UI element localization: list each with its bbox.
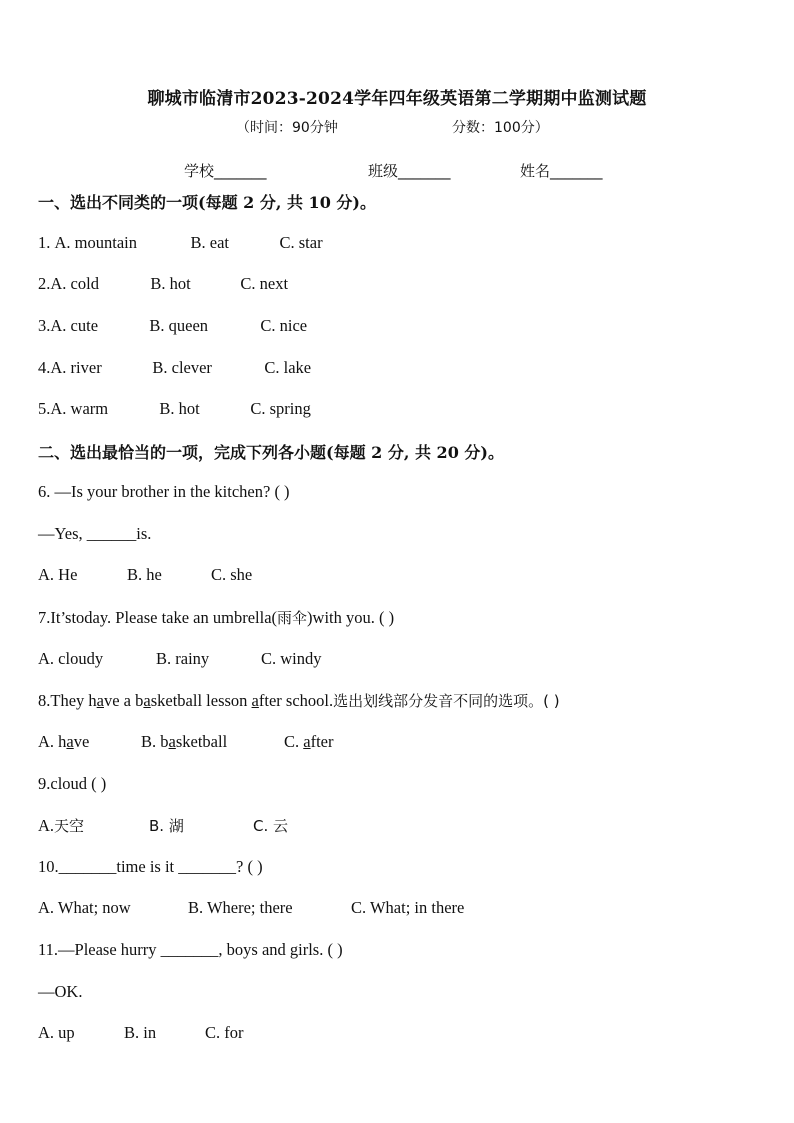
question-4 (38, 358, 311, 378)
question-8-options (38, 732, 334, 752)
question-number: 5. (38, 399, 51, 418)
option-a: A. cute (50, 316, 99, 335)
question-9-options (38, 815, 288, 836)
option-c: C. 云 (253, 817, 289, 835)
page-title: 聊城市临清市2023-2024学年四年级英语第二学期期中监测试题 (147, 89, 647, 109)
option-c: C. for (205, 1023, 244, 1042)
option-a: A. up (38, 1023, 75, 1042)
question-6-options (38, 565, 252, 585)
question-10-stem: 10._______time is it _______? ( ) (38, 857, 263, 876)
option-c: C. next (240, 274, 289, 293)
option-b: B. hot (159, 399, 200, 418)
section-heading-1: 一、选出不同类的一项(每题 2 分, 共 10 分)。 (38, 193, 376, 212)
option-c: C. lake (264, 358, 312, 377)
question-7-stem: 7.It’stoday. Please take an umbrella(雨伞)with you. ( ) (38, 608, 395, 627)
question-11-options (38, 1023, 244, 1043)
option-a: A. What; now (38, 898, 131, 917)
option-b: B. basketball (141, 732, 228, 751)
question-11-stem: 11.—Please hurry _______, boys and girls. ( ) (38, 940, 343, 959)
option-b: B. Where; there (188, 898, 293, 917)
option-c: C. spring (250, 399, 311, 418)
question-number: 1. (38, 233, 55, 252)
option-c: C. windy (261, 649, 322, 668)
class-field: 班级_______ (368, 162, 451, 180)
option-b: B. queen (149, 316, 209, 335)
question-2 (38, 274, 288, 294)
option-a: A. warm (50, 399, 109, 418)
option-b: B. he (127, 565, 162, 584)
option-a: A. cloudy (38, 649, 104, 668)
question-8-stem: 8.They have a basketball lesson after school.选出划线部分发音不同的选项。( ) (38, 691, 560, 710)
option-a: A. He (38, 565, 78, 584)
option-c: C. after (284, 732, 334, 751)
option-b: B. hot (150, 274, 191, 293)
option-a: A. cold (50, 274, 99, 293)
option-b: B. eat (190, 233, 229, 252)
question-7-options (38, 649, 322, 669)
option-a: A. mountain (54, 233, 137, 252)
question-10-options (38, 898, 464, 918)
section-heading-2: 二、选出最恰当的一项，完成下列各小题(每题 2 分, 共 20 分)。 (38, 443, 504, 462)
option-b: B. 湖 (149, 817, 184, 835)
option-b: B. in (124, 1023, 157, 1042)
question-5 (38, 399, 311, 419)
question-1 (38, 233, 323, 253)
exam-time: （时间：90分钟 (236, 120, 338, 136)
question-6-stem: 6. —Is your brother in the kitchen? ( ) (38, 482, 290, 501)
school-field: 学校_______ (184, 162, 267, 180)
option-a: A. river (50, 358, 102, 377)
question-number: 4. (38, 358, 51, 377)
question-6-reply: —Yes, ______is. (38, 524, 152, 543)
exam-score: 分数：100分） (452, 120, 549, 136)
question-3 (38, 316, 307, 336)
question-number: 3. (38, 316, 51, 335)
option-c: C. star (279, 233, 323, 252)
option-b: B. clever (152, 358, 212, 377)
option-c: C. she (211, 565, 253, 584)
question-9-stem: 9.cloud ( ) (38, 774, 107, 793)
option-c: C. nice (260, 316, 308, 335)
option-a: A. have (38, 732, 90, 751)
option-c: C. What; in there (351, 898, 465, 917)
option-a: A.天空 (38, 816, 85, 835)
question-11-reply: —OK. (38, 982, 83, 1001)
question-number: 2. (38, 274, 51, 293)
option-b: B. rainy (156, 649, 210, 668)
name-field: 姓名_______ (520, 162, 603, 180)
